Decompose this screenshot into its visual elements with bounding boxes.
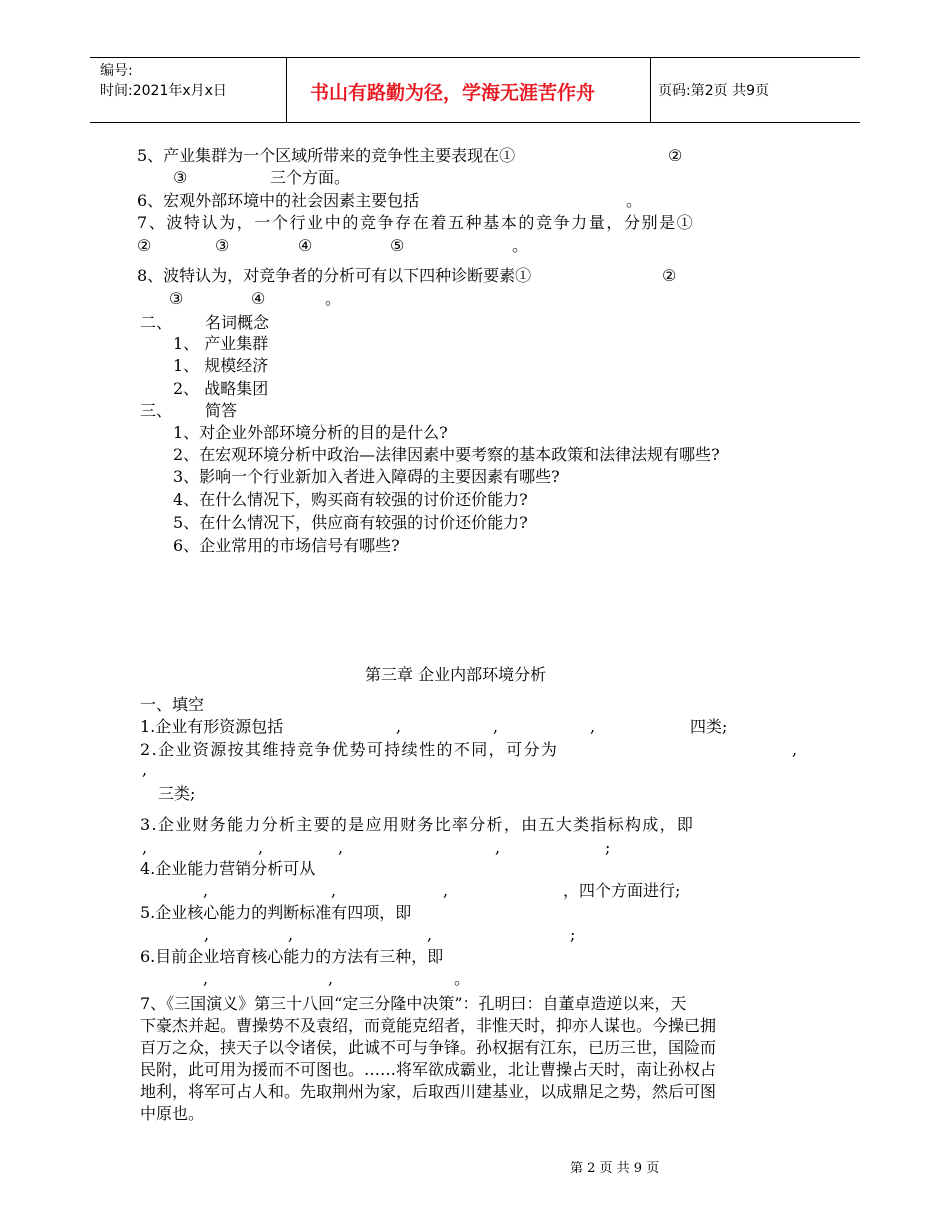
- short-question: 2、在宏观环境分析中政治—法律因素中要考察的基本政策和法律法规有哪些?: [173, 445, 720, 464]
- c3-q6-comma: ,: [203, 969, 209, 988]
- document-number-label: 编号:: [100, 63, 133, 79]
- q7-blank-4: ④: [298, 236, 313, 255]
- q5-text: 5、产业集群为一个区域所带来的竞争性主要表现在①: [137, 146, 516, 165]
- c3-q4-comma: ,: [331, 881, 337, 900]
- header-page-label: 页码:第2页 共9页: [658, 83, 769, 99]
- c3-q2-comma: ,: [142, 760, 148, 779]
- terms-item: 2、 战略集团: [173, 379, 269, 398]
- c3-q1-comma: ,: [493, 717, 499, 736]
- c3-q6-comma: ,: [328, 969, 334, 988]
- c3-q2-end: 三类;: [158, 784, 196, 803]
- q6-end: 。: [626, 191, 643, 210]
- short-question: 4、在什么情况下，购买商有较强的讨价还价能力?: [173, 490, 528, 509]
- q8-blank-3: ③: [169, 289, 184, 308]
- c3-q4-comma: ,: [443, 881, 449, 900]
- c3-q7-line: 下豪杰并起。曹操势不及袁绍，而竟能克绍者，非惟天时，抑亦人谋也。今操已拥: [140, 1016, 717, 1035]
- header-divider-right: [650, 57, 651, 122]
- c3-q1-text: 1.企业有形资源包括: [140, 717, 284, 736]
- c3-q7-line: 中原也。: [140, 1104, 205, 1123]
- q8-end: 。: [325, 289, 342, 308]
- c3-q7-line: 7、《三国演义》第三十八回“定三分隆中决策”：孔明曰：自董卓造逆以来，天: [140, 994, 687, 1013]
- q8-blank-2: ②: [662, 266, 677, 285]
- short-question: 3、影响一个行业新加入者进入障碍的主要因素有哪些?: [173, 467, 560, 486]
- chapter-title: 第三章 企业内部环境分析: [365, 665, 547, 684]
- c3-q5-comma: ,: [204, 925, 210, 944]
- c3-q3-comma: ,: [258, 838, 264, 857]
- c3-q3-comma: ,: [142, 838, 148, 857]
- fill-heading: 一、填空: [140, 695, 205, 714]
- c3-q6-text: 6.目前企业培育核心能力的方法有三种，即: [140, 947, 444, 966]
- c3-q1-end: 四类;: [690, 717, 728, 736]
- c3-q4-end: ，四个方面进行;: [563, 881, 681, 900]
- short-question: 6、企业常用的市场信号有哪些?: [173, 536, 400, 555]
- c3-q5-comma: ,: [427, 925, 433, 944]
- q7-blank-5: ⑤: [390, 236, 405, 255]
- q7-blank-2: ②: [137, 236, 152, 255]
- q5-blank-3: ③: [173, 168, 188, 187]
- c3-q5-text: 5.企业核心能力的判断标准有四项，即: [140, 903, 412, 922]
- c3-q3-comma: ,: [495, 838, 501, 857]
- c3-q4-comma: ,: [203, 881, 209, 900]
- c3-q2-text: 2.企业资源按其维持竞争优势可持续性的不同，可分为: [140, 740, 559, 759]
- short-question: 1、对企业外部环境分析的目的是什么?: [173, 423, 448, 442]
- document-time-label: 时间:2021年x月x日: [100, 83, 227, 99]
- c3-q7-line: 地利，将军可占人和。先取荆州为家，后取西川建基业，以成鼎足之势，然后可图: [140, 1082, 717, 1101]
- terms-heading-num: 二、: [140, 313, 173, 332]
- c3-q3-comma: ,: [338, 838, 344, 857]
- q5-end: 三个方面。: [270, 168, 351, 187]
- c3-q7-line: 民附，此可用为援而不可图也。……将军欲成霸业，北让曹操占天时，南让孙权占: [140, 1060, 717, 1079]
- short-question: 5、在什么情况下，供应商有较强的讨价还价能力?: [173, 513, 528, 532]
- c3-q6-end: 。: [454, 969, 471, 988]
- short-heading-num: 三、: [140, 401, 173, 420]
- q6-text: 6、宏观外部环境中的社会因素主要包括: [137, 191, 420, 210]
- terms-item: 1、 规模经济: [173, 356, 269, 375]
- c3-q3-end: ;: [605, 838, 611, 857]
- c3-q7-line: 百万之众，挟天子以令诸侯，此诚不可与争锋。孙权据有江东，已历三世，国险而: [140, 1038, 717, 1057]
- short-heading: 简答: [205, 401, 238, 420]
- c3-q1-comma: ,: [590, 717, 596, 736]
- terms-item: 1、 产业集群: [173, 334, 269, 353]
- header-divider-left: [286, 57, 287, 122]
- header-top-rule: [90, 57, 860, 58]
- q7-blank-3: ③: [215, 236, 230, 255]
- c3-q5-comma: ,: [288, 925, 294, 944]
- q7-end: 。: [512, 236, 529, 255]
- q8-text: 8、波特认为，对竞争者的分析可有以下四种诊断要素①: [137, 266, 532, 285]
- q8-blank-4: ④: [251, 289, 266, 308]
- page-footer: 第 2 页 共 9 页: [570, 1161, 660, 1176]
- c3-q1-comma: ,: [396, 717, 402, 736]
- q5-blank-2: ②: [668, 146, 683, 165]
- c3-q4-text: 4.企业能力营销分析可从: [140, 859, 316, 878]
- terms-heading: 名词概念: [205, 313, 270, 332]
- c3-q3-text: 3.企业财务能力分析主要的是应用财务比率分析，由五大类指标构成，即: [140, 815, 695, 834]
- c3-q5-end: ;: [570, 925, 576, 944]
- c3-q2-comma: ,: [792, 740, 798, 759]
- header-motto: 书山有路勤为径，学海无涯苦作舟: [310, 82, 596, 104]
- header-bottom-rule: [90, 122, 860, 123]
- q7-text: 7、波特认为，一个行业中的竞争存在着五种基本的竞争力量，分别是①: [137, 213, 695, 232]
